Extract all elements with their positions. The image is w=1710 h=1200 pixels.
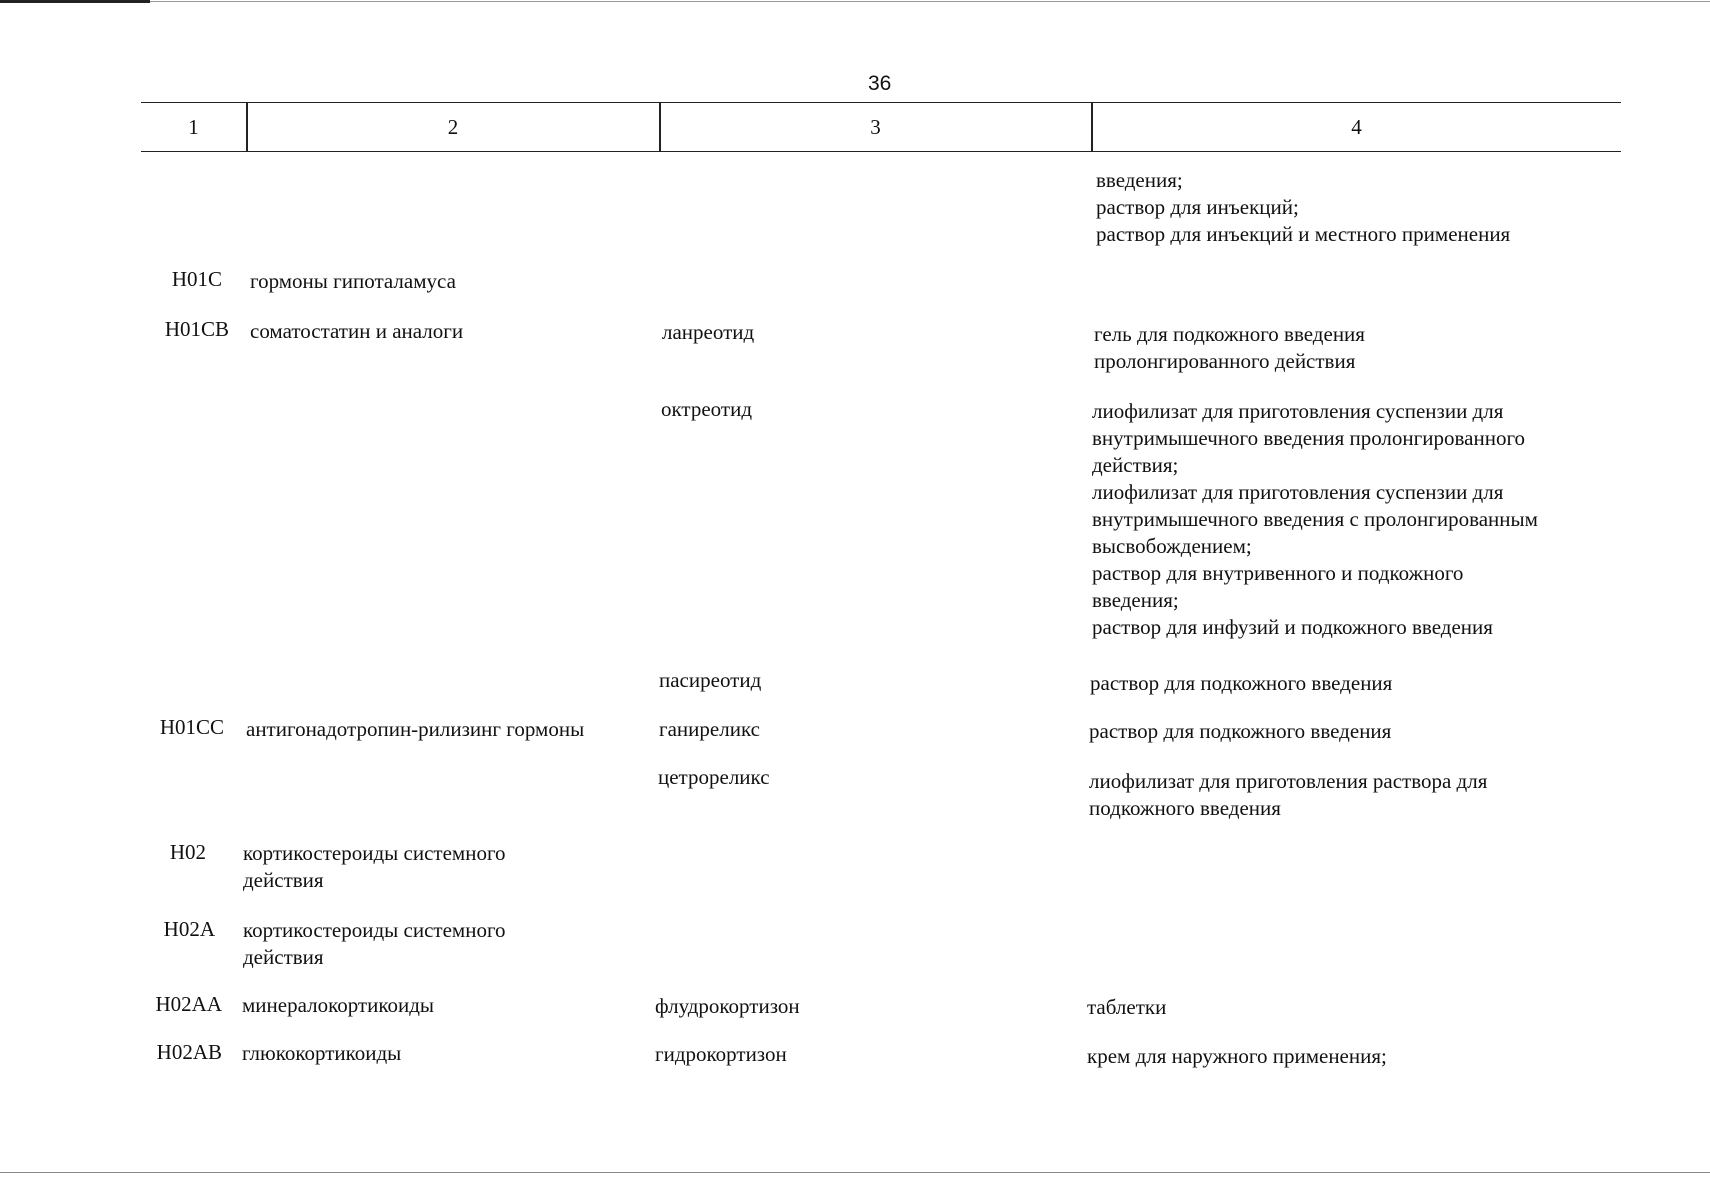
table-row-drug: октреотид <box>661 397 753 421</box>
column-header-4: 4 <box>1351 114 1362 139</box>
table-row-drug: ганиреликс <box>659 717 760 741</box>
table-row-group: глюкокортикоиды <box>242 1041 402 1065</box>
table-row-code: H02 <box>169 840 206 864</box>
table-row-forms: лиофилизат для приготовления суспензии для внутримышечного введения пролонгированного действия; лиофилизат для приготовления суспензии для внутримышечного введения с пролонгированным высвобождением; раствор для внутривенного и подкожного введения; раствор для инфузий и подкожного введения <box>1092 399 1538 639</box>
table-row-group: минералокортикоиды <box>242 993 435 1017</box>
table-row-forms: таблетки <box>1087 995 1167 1019</box>
scan-edge-mark <box>0 0 150 3</box>
table-row-drug: цетрореликс <box>658 765 770 789</box>
column-header-2: 2 <box>447 114 459 139</box>
table-row-forms: гель для подкожного введения пролонгированного действия <box>1094 322 1365 373</box>
table-row-group: гормоны гипоталамуса <box>250 269 456 293</box>
table-row-drug: ланреотид <box>662 320 755 344</box>
table-row-forms: крем для наружного применения; <box>1087 1044 1387 1068</box>
table-row-code: H01CB <box>164 317 229 341</box>
scan-bottom-line <box>0 1172 1710 1173</box>
column-header-3: 3 <box>870 114 881 139</box>
table-row-drug: гидрокортизон <box>655 1042 787 1066</box>
table-row-group: соматостатин и аналоги <box>250 319 464 343</box>
table-row-code: H01CC <box>159 715 224 739</box>
table-row-code: H02AB <box>156 1040 222 1064</box>
page-number: 36 <box>868 72 892 95</box>
table-row-code: H01C <box>171 267 222 291</box>
table-row-forms: лиофилизат для приготовления раствора для подкожного введения <box>1089 769 1488 820</box>
table-row-drug: флудрокортизон <box>655 994 800 1018</box>
table-row-code: H02AA <box>155 992 222 1016</box>
scan-edge-line <box>150 1 1710 2</box>
table-row-forms: раствор для подкожного введения <box>1090 671 1393 695</box>
table-row-drug: пасиреотид <box>659 668 762 692</box>
table-row-group: кортикостероиды системного действия <box>243 841 506 892</box>
table-header <box>141 102 1621 152</box>
table-row-forms: введения; раствор для инъекций; раствор для инъекций и местного применения <box>1096 168 1511 246</box>
table-row-group: кортикостероиды системного действия <box>243 918 506 969</box>
table-row-code: H02A <box>163 917 215 941</box>
table-row-group: антигонадотропин-рилизинг гормоны <box>246 717 585 741</box>
column-header-1: 1 <box>188 114 199 139</box>
table-row-forms: раствор для подкожного введения <box>1089 719 1392 743</box>
